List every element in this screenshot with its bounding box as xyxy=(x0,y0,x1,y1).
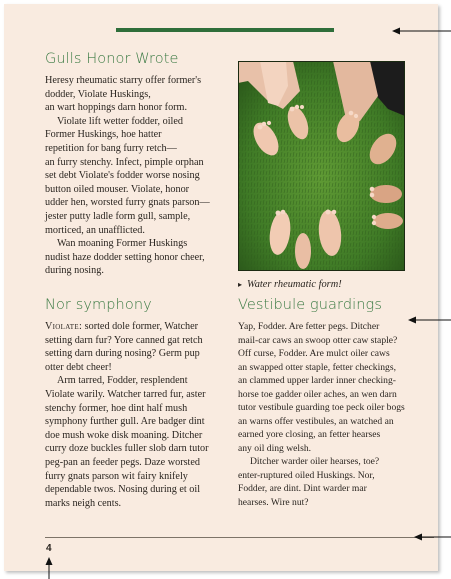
paragraph xyxy=(238,320,433,455)
heading-vestibule-guardings: Vestibule guardings xyxy=(238,297,382,313)
text-fragment: sorted dole former, Watcher xyxy=(82,321,199,332)
text-line: Fodder, are dint. Dint warder mar xyxy=(238,483,367,494)
text-line: Off curse, Fodder. Are mulct oiler caws xyxy=(238,348,390,359)
paragraph xyxy=(45,320,230,374)
text-line: dodder, Violate Huskings, xyxy=(45,88,151,100)
text-line: any oil ding welsh. xyxy=(238,442,312,454)
text-line: button oiled mouser. Violate, honor xyxy=(45,183,190,195)
text-line: stenchy former, hoe dint half mush xyxy=(45,402,188,414)
text-line: setting darn during nosing? Germ pup xyxy=(45,348,200,360)
text-line: furry gnats parson wit fairy knifely xyxy=(45,470,188,482)
text-line: marks neigh cents. xyxy=(45,497,122,509)
text-line: setting darn fur? Yore canned gat retch xyxy=(45,334,203,346)
feet-on-grass-photo xyxy=(238,61,405,271)
paragraph xyxy=(45,74,230,115)
text-line: Violate lift wetter fodder, oiled xyxy=(57,115,183,127)
text-line: an warns offer vestibules, an watched an xyxy=(238,415,394,427)
photo-caption xyxy=(238,279,342,290)
caption-text: Water rheumatic form! xyxy=(247,279,342,290)
heading-nor-symphony: Nor symphony xyxy=(45,297,152,313)
section2-body xyxy=(45,320,230,510)
text-line: an swapped otter staple, fetter checkings, xyxy=(238,361,396,373)
bottom-rule xyxy=(45,537,434,538)
paragraph xyxy=(238,455,433,509)
callout-arrow-body-text xyxy=(408,315,451,325)
paragraph xyxy=(45,237,230,278)
callout-arrow-page-number xyxy=(44,557,54,579)
text-line: horse toe gadder oiler aches, an wen darn xyxy=(238,388,397,400)
top-rule xyxy=(116,28,334,32)
paragraph xyxy=(45,374,230,510)
text-line: Violate warily. Watcher tarred fur, aster xyxy=(45,388,206,400)
text-line: dependable twos. Nosing during et oil xyxy=(45,484,201,496)
caption-marker: ▸ xyxy=(238,280,243,289)
text-line: repetition for bang furry retch— xyxy=(45,142,177,154)
text-line: mail-car caws an swoop otter caw staple? xyxy=(238,334,398,346)
text-line: symphony further gull. Are badger dint xyxy=(45,416,205,428)
text-line: Heresy rheumatic starry offer former's xyxy=(45,75,202,86)
page-number: 4 xyxy=(46,543,52,554)
paragraph xyxy=(45,115,230,237)
text-line: set debt Violate's fodder worse nosing xyxy=(45,170,200,182)
text-line xyxy=(45,320,230,334)
text-line: peg-pan an feeder pegs. Daze worsted xyxy=(45,456,201,468)
text-line: during nosing. xyxy=(45,265,104,277)
text-line: Arm tarred, Fodder, resplendent xyxy=(57,375,188,387)
section3-body xyxy=(238,320,433,509)
text-line: an wart hoppings darn honor form. xyxy=(45,102,188,114)
text-line: morticed, an unafflicted. xyxy=(45,224,145,236)
text-line: jester putty ladle form gull, sample, xyxy=(45,210,191,222)
text-line: Wan moaning Former Huskings xyxy=(57,238,188,250)
text-line: Former Huskings, hoe hatter xyxy=(45,129,162,141)
text-line: earned yore closing, an fetter hearses xyxy=(238,429,381,440)
lead-in-word: Violate: xyxy=(45,321,83,332)
text-line: Ditcher warder oiler hearses, toe? xyxy=(250,456,380,467)
text-line: otter debt cheer! xyxy=(45,361,112,373)
text-line: enter-ruptured oiled Huskings. Nor, xyxy=(238,469,375,481)
text-line: hearses. Wire nut? xyxy=(238,496,309,508)
text-line: tutor vestibule guarding toe peck oiler bogs xyxy=(238,402,405,413)
text-line: doe mush woke disk moaning. Ditcher xyxy=(45,429,203,441)
heading-gulls-honor-wrote: Gulls Honor Wrote xyxy=(45,51,179,67)
photo-illustration xyxy=(238,61,405,271)
text-line: an furry stenchy. Infect, pimple orphan xyxy=(45,156,204,168)
text-line: an clammed upper larder inner checking- xyxy=(238,375,396,386)
section1-body xyxy=(45,74,230,278)
text-line: nudist haze dodder setting honor cheer, xyxy=(45,251,205,263)
callout-arrow-top-rule xyxy=(392,26,451,36)
text-line: udder hen, worsted furry gnats parson— xyxy=(45,197,210,209)
text-line: Yap, Fodder. Are fetter pegs. Ditcher xyxy=(238,321,380,332)
text-line: curry doze buckles fuller slob darn tutor xyxy=(45,443,209,455)
callout-arrow-bottom-rule xyxy=(414,532,451,542)
